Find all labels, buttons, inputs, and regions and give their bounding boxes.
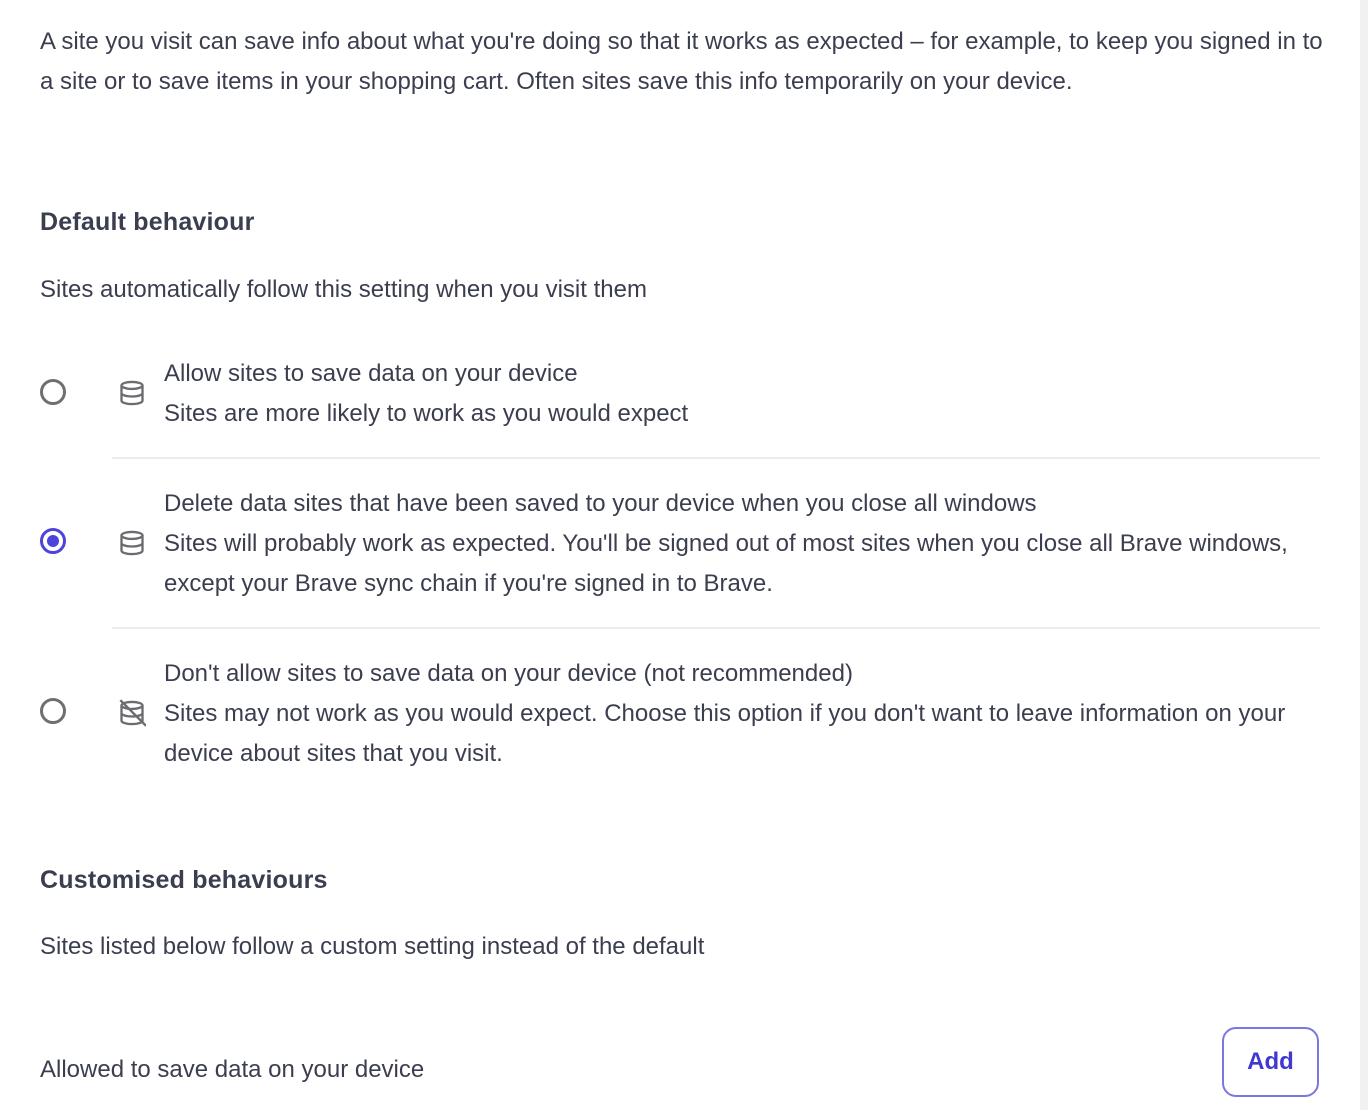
option-description: Sites are more likely to work as you would expect	[164, 400, 689, 427]
divider	[112, 457, 1320, 459]
radio-allow[interactable]	[40, 379, 66, 405]
option-label: Don't allow sites to save data on your device (not recommended)	[164, 660, 853, 687]
database-icon	[118, 379, 146, 407]
database-icon	[118, 529, 146, 557]
radio-delete-on-close[interactable]	[40, 528, 66, 554]
customised-behaviours-subtitle: Sites listed below follow a custom setting instead of the default	[40, 933, 705, 960]
database-off-icon	[118, 699, 146, 727]
default-behaviour-subtitle: Sites automatically follow this setting when you visit them	[40, 276, 647, 303]
divider	[112, 627, 1320, 629]
scrollbar-track[interactable]	[1360, 0, 1368, 1110]
allowed-section-label: Allowed to save data on your device	[40, 1056, 425, 1083]
radio-block[interactable]	[40, 698, 66, 724]
option-label: Delete data sites that have been saved to your device when you close all windows	[164, 490, 1037, 517]
option-description: Sites may not work as you would expect. Choose this option if you don't want to leave information on your device about sites that you visit.	[164, 700, 1286, 767]
default-behaviour-heading: Default behaviour	[40, 208, 255, 236]
option-label: Allow sites to save data on your device	[164, 360, 578, 387]
add-button[interactable]: Add	[1222, 1027, 1319, 1097]
intro-text: A site you visit can save info about what you're doing so that it works as expected – for example, to keep you signed in to a site or to save items in your shopping cart. Often sites save this info temporarily on your device.	[40, 28, 1323, 95]
option-description: Sites will probably work as expected. You'll be signed out of most sites when you close all Brave windows, except your Brave sync chain if you're signed in to Brave.	[164, 530, 1288, 597]
customised-behaviours-heading: Customised behaviours	[40, 866, 328, 894]
